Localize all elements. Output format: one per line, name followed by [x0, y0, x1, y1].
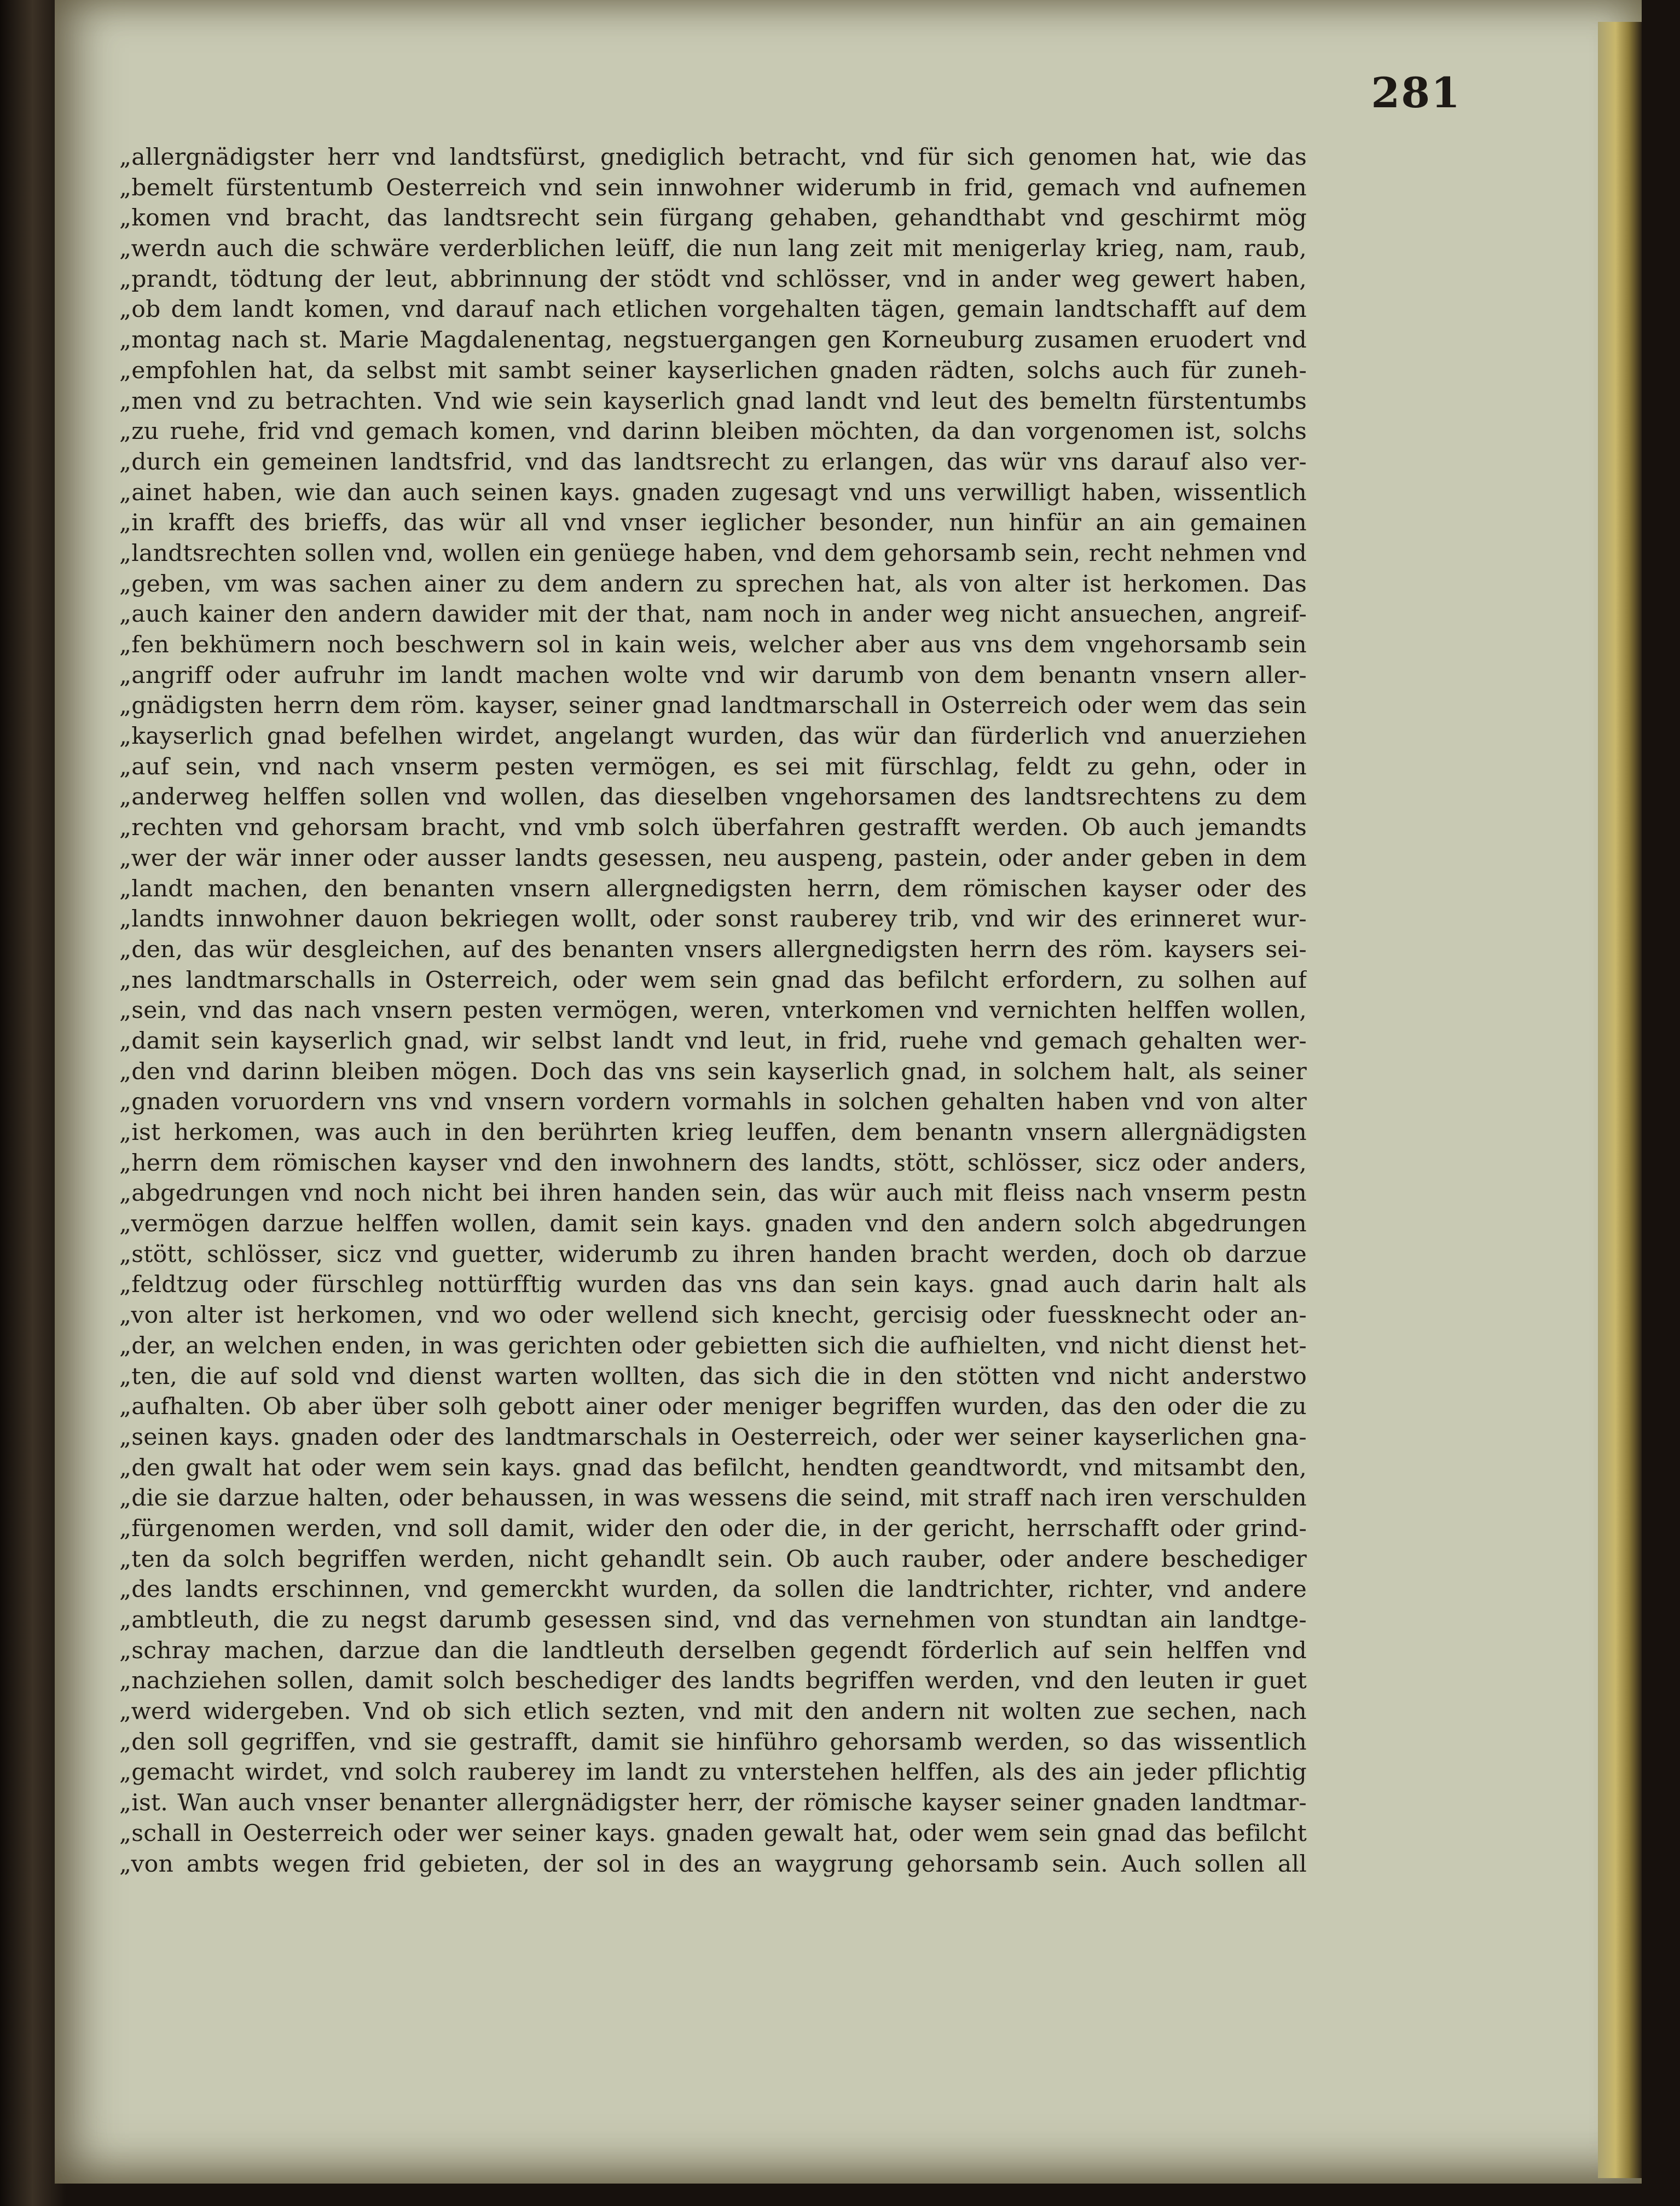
- text-line: „werdn auch die schwäre verderblichen leüff, die nun lang zeit mit menigerlay krieg, nam, raub,: [119, 235, 1307, 263]
- text-line: „auf sein, vnd nach vnserm pesten vermögen, es sei mit fürschlag, feldt zu gehn, oder in: [119, 753, 1307, 780]
- text-line: „empfohlen hat, da selbst mit sambt seiner kayserlichen gnaden rädten, solchs auch für zuneh-: [119, 357, 1307, 384]
- text-line: „landts innwohner dauon bekriegen wollt, oder sonst rauberey trib, vnd wir des erinneret wur-: [119, 906, 1307, 933]
- text-line: „des landts erschinnen, vnd gemerckht wurden, da sollen die landtrichter, richter, vnd andere: [119, 1576, 1307, 1603]
- text-line: „gnaden voruordern vns vnd vnsern vordern vormahls in solchen gehalten haben vnd von alter: [119, 1088, 1307, 1116]
- text-line: „die sie darzue halten, oder behaussen, in was wessens die seind, mit straff nach iren verschulden: [119, 1485, 1307, 1512]
- text-line: „bemelt fürstentumb Oesterreich vnd sein innwohner widerumb in frid, gemach vnd aufnemen: [119, 174, 1307, 201]
- text-line: „durch ein gemeinen landtsfrid, vnd das landtsrecht zu erlangen, das wür vns darauf also ver-: [119, 448, 1307, 476]
- text-line: „ten, die auf sold vnd dienst warten wollten, das sich die in den stötten vnd nicht anderstwo: [119, 1363, 1307, 1390]
- text-line: „sein, vnd das nach vnsern pesten vermögen, weren, vnterkomen vnd vernichten helffen wollen,: [119, 997, 1307, 1024]
- text-line: „rechten vnd gehorsam bracht, vnd vmb solch überfahren gestrafft werden. Ob auch jemandts: [119, 814, 1307, 842]
- text-line: „fürgenomen werden, vnd soll damit, wider den oder die, in der gericht, herrschafft oder grind-: [119, 1515, 1307, 1542]
- text-line: „stött, schlösser, sicz vnd guetter, widerumb zu ihren handen bracht werden, doch ob darzue: [119, 1241, 1307, 1268]
- text-line: „allergnädigster herr vnd landtsfürst, gnediglich betracht, vnd für sich genomen hat, wie das: [119, 144, 1307, 171]
- text-line: „damit sein kayserlich gnad, wir selbst landt vnd leut, in frid, ruehe vnd gemach gehalten wer-: [119, 1027, 1307, 1055]
- text-line: „geben, vm was sachen ainer zu dem andern zu sprechen hat, als von alter ist herkomen. Das: [119, 570, 1307, 598]
- text-line: „schall in Oesterreich oder wer seiner kays. gnaden gewalt hat, oder wem sein gnad das befilcht: [119, 1820, 1307, 1847]
- text-line: „wer der wär inner oder ausser landts gesessen, neu auspeng, pastein, oder ander geben in dem: [119, 844, 1307, 872]
- text-line: „der, an welchen enden, in was gerichten oder gebietten sich die aufhielten, vnd nicht dienst het-: [119, 1332, 1307, 1359]
- text-line: „anderweg helffen sollen vnd wollen, das dieselben vngehorsamen des landtsrechtens zu dem: [119, 784, 1307, 811]
- text-line: „den vnd darinn bleiben mögen. Doch das vns sein kayserlich gnad, in solchem halt, als seiner: [119, 1058, 1307, 1085]
- text-line: „herrn dem römischen kayser vnd den inwohnern des landts, stött, schlösser, sicz oder anders,: [119, 1149, 1307, 1177]
- text-line: „aufhalten. Ob aber über solh gebott ainer oder meniger begriffen wurden, das den oder die zu: [119, 1393, 1307, 1421]
- text-line: „kayserlich gnad befelhen wirdet, angelangt wurden, das wür dan fürderlich vnd anuerziehen: [119, 723, 1307, 750]
- text-line: „ambtleuth, die zu negst darumb gesessen sind, vnd das vernehmen von stundtan ain landtge-: [119, 1607, 1307, 1634]
- text-line: „montag nach st. Marie Magdalenentag, negstuergangen gen Korneuburg zusamen eruodert vnd: [119, 327, 1307, 354]
- text-line: „gnädigsten herrn dem röm. kayser, seiner gnad landtmarschall in Osterreich oder wem das sein: [119, 692, 1307, 720]
- text-line: „vermögen darzue helffen wollen, damit sein kays. gnaden vnd den andern solch abgedrungen: [119, 1211, 1307, 1238]
- text-line: „werd widergeben. Vnd ob sich etlich sezten, vnd mit den andern nit wolten zue sechen, nach: [119, 1698, 1307, 1726]
- text-line: „von alter ist herkomen, vnd wo oder wellend sich knecht, gercisig oder fuessknecht oder an-: [119, 1302, 1307, 1329]
- text-line: „men vnd zu betrachten. Vnd wie sein kayserlich gnad landt vnd leut des bemeltn fürstentumbs: [119, 387, 1307, 415]
- text-line: „ob dem landt komen, vnd darauf nach etlichen vorgehalten tägen, gemain landtschafft auf dem: [119, 296, 1307, 323]
- text-line: „ainet haben, wie dan auch seinen kays. gnaden zugesagt vnd uns verwilligt haben, wissentlich: [119, 479, 1307, 506]
- text-line: „ten da solch begriffen werden, nicht gehandlt sein. Ob auch rauber, oder andere beschediger: [119, 1545, 1307, 1573]
- text-line: „komen vnd bracht, das landtsrecht sein fürgang gehaben, gehandthabt vnd geschirmt mög: [119, 205, 1307, 232]
- text-line: „feldtzug oder fürschleg nottürfftig wurden das vns dan sein kays. gnad auch darin halt als: [119, 1271, 1307, 1299]
- text-line: „den, das wür desgleichen, auf des benanten vnsers allergnedigsten herrn des röm. kaysers sei-: [119, 936, 1307, 963]
- text-line: „ist. Wan auch vnser benanter allergnädigster herr, der römische kayser seiner gnaden landtmar-: [119, 1790, 1307, 1817]
- text-line: „den gwalt hat oder wem sein kays. gnad das befilcht, hendten geandtwordt, vnd mitsambt den,: [119, 1454, 1307, 1481]
- text-line: „den soll gegriffen, vnd sie gestrafft, damit sie hinführo gehorsamb werden, so das wissentlich: [119, 1728, 1307, 1756]
- page-number: 281: [1371, 68, 1461, 117]
- text-line: „abgedrungen vnd noch nicht bei ihren handen sein, das wür auch mit fleiss nach vnserm pestn: [119, 1180, 1307, 1207]
- text-line: „ist herkomen, was auch in den berührten krieg leuffen, dem benantn vnsern allergnädigsten: [119, 1119, 1307, 1146]
- text-line: „von ambts wegen frid gebieten, der sol in des an waygrung gehorsamb sein. Auch sollen all: [119, 1850, 1307, 1878]
- text-line: „auch kainer den andern dawider mit der that, nam noch in ander weg nicht ansuechen, angreif-: [119, 601, 1307, 628]
- text-line: „in krafft des brieffs, das wür all vnd vnser ieglicher besonder, nun hinfür an ain gemainen: [119, 509, 1307, 537]
- text-line: „nes landtmarschalls in Osterreich, oder wem sein gnad das befilcht erfordern, zu solhen auf: [119, 966, 1307, 994]
- text-line: „schray machen, darzue dan die landtleuth derselben gegendt förderlich auf sein helffen vnd: [119, 1637, 1307, 1664]
- page-edge: [1598, 22, 1642, 2178]
- text-line: „nachziehen sollen, damit solch beschediger des landts begriffen werden, vnd den leuten ir guet: [119, 1667, 1307, 1695]
- text-line: „zu ruehe, frid vnd gemach komen, vnd darinn bleiben möchten, da dan vorgenomen ist, solchs: [119, 418, 1307, 445]
- text-line: „prandt, tödtung der leut, abbrinnung der stödt vnd schlösser, vnd in ander weg gewert haben,: [119, 265, 1307, 293]
- text-line: „fen bekhümern noch beschwern sol in kain weis, welcher aber aus vns dem vngehorsamb sein: [119, 632, 1307, 658]
- text-line: „angriff oder aufruhr im landt machen wolte vnd wir darumb von dem benantn vnsern aller-: [119, 662, 1307, 689]
- body-text: [119, 142, 1307, 1879]
- text-line: „gemacht wirdet, vnd solch rauberey im landt zu vnterstehen helffen, als des ain jeder pflichtig: [119, 1759, 1307, 1786]
- text-line: „landt machen, den benanten vnsern allergnedigsten herrn, dem römischen kayser oder des: [119, 875, 1307, 902]
- text-line: „seinen kays. gnaden oder des landtmarschals in Oesterreich, oder wer seiner kayserlichen gna-: [119, 1423, 1307, 1451]
- text-line: „landtsrechten sollen vnd, wollen ein genüege haben, vnd dem gehorsamb sein, recht nehmen vnd: [119, 540, 1307, 567]
